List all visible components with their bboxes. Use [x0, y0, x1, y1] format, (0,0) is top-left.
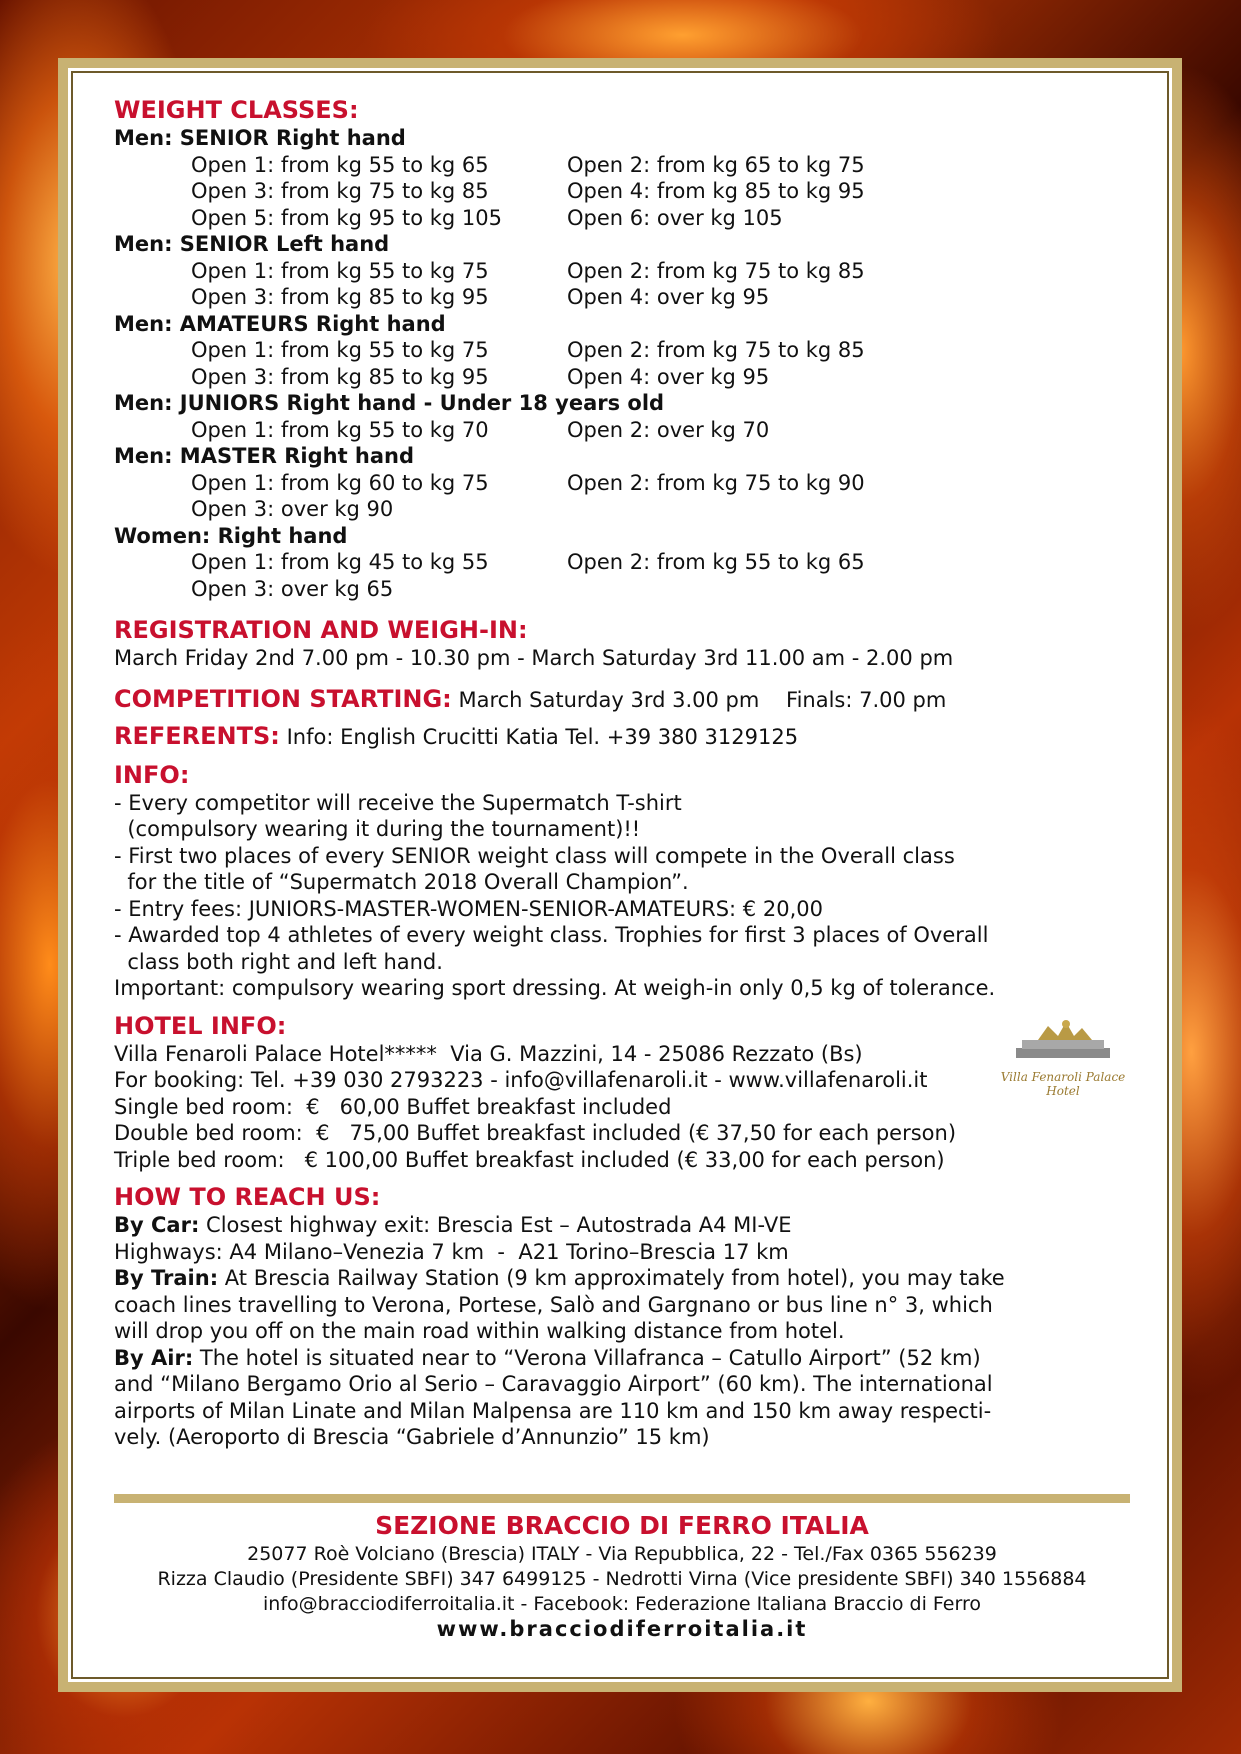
- weight-class-row: [114, 549, 1134, 576]
- weight-class-row: [114, 576, 1134, 603]
- weight-class-cell: Open 1: from kg 45 to kg 55: [191, 550, 489, 574]
- info-line: (compulsory wearing it during the tournament)!!: [114, 817, 641, 841]
- registration-heading: REGISTRATION AND WEIGH-IN:: [114, 616, 528, 644]
- weight-class-cell: Open 3: over kg 65: [191, 576, 394, 601]
- weight-class-cell: Open 5: from kg 95 to kg 105: [191, 205, 502, 230]
- info-line: - Entry fees: JUNIORS-MASTER-WOMEN-SENIOR-AMATEURS: € 20,00: [114, 896, 823, 921]
- footer: [114, 1510, 1130, 1642]
- train-line: [114, 1265, 1134, 1292]
- weight-class-row: [114, 496, 1134, 523]
- weight-class-row: [114, 337, 1134, 364]
- hotel-logo: [984, 1018, 1142, 1098]
- footer-website-link[interactable]: www.bracciodiferroitalia.it: [436, 1617, 808, 1641]
- weight-class-cell: Open 3: from kg 75 to kg 85: [191, 179, 489, 203]
- reach-heading: HOW TO REACH US:: [114, 1183, 381, 1211]
- referents-heading: REFERENTS:: [114, 722, 280, 750]
- air-text: The hotel is situated near to “Verona Villafranca – Catullo Airport” (52 km): [199, 1345, 981, 1370]
- air-line: [114, 1345, 1134, 1372]
- hotel-line: Triple bed room: € 100,00 Buffet breakfast included (€ 33,00 for each person): [114, 1147, 945, 1172]
- weight-classes-heading: WEIGHT CLASSES:: [114, 96, 359, 124]
- weight-group-label: Men: JUNIORS Right hand - Under 18 years old: [114, 391, 665, 415]
- weight-classes-list: [114, 125, 1134, 602]
- hotel-line: For booking: Tel. +39 030 2793223 - info@villafenaroli.it - www.villafenaroli.it: [114, 1068, 928, 1092]
- train-line-cont: coach lines travelling to Verona, Portese, Salò and Gargnano or bus line n° 3, which: [114, 1292, 993, 1317]
- weight-class-cell: Open 4: over kg 95: [567, 285, 770, 309]
- weight-class-cell: Open 4: from kg 85 to kg 95: [567, 179, 865, 203]
- weight-class-cell: Open 2: from kg 55 to kg 65: [567, 550, 865, 574]
- weight-group-label: Men: MASTER Right hand: [114, 444, 415, 468]
- air-line-cont: vely. (Aeroporto di Brescia “Gabriele d’Annunzio” 15 km): [114, 1425, 710, 1449]
- weight-class-cell: Open 2: from kg 75 to kg 85: [567, 258, 865, 283]
- weight-class-row: [114, 417, 1134, 444]
- weight-class-row: [114, 364, 1134, 391]
- train-text: At Brescia Railway Station (9 km approximately from hotel), you may take: [224, 1266, 1005, 1290]
- car-text: Closest highway exit: Brescia Est – Autostrada A4 MI-VE: [206, 1213, 792, 1237]
- hotel-line: Villa Fenaroli Palace Hotel***** Via G. Mazzini, 14 - 25086 Rezzato (Bs): [114, 1041, 863, 1066]
- hotel-monument-icon: [1008, 1018, 1118, 1064]
- weight-class-cell: Open 2: from kg 75 to kg 90: [567, 470, 865, 495]
- car-line: [114, 1212, 1134, 1239]
- hotel-heading: HOTEL INFO:: [114, 1011, 287, 1040]
- weight-group-label: Men: SENIOR Right hand: [114, 126, 406, 150]
- footer-email-facebook: info@bracciodiferroitalia.it - Facebook: Federazione Italiana Braccio di Ferro: [263, 1593, 981, 1615]
- hotel-line: Double bed room: € 75,00 Buffet breakfast included (€ 37,50 for each person): [114, 1121, 957, 1145]
- weight-class-row: [114, 178, 1134, 205]
- weight-class-row: [114, 258, 1134, 285]
- weight-class-cell: Open 2: over kg 70: [567, 417, 770, 442]
- competition-heading: COMPETITION STARTING:: [114, 684, 452, 713]
- footer-divider: [114, 1494, 1130, 1503]
- competition-line: [114, 686, 1134, 714]
- weight-group-label: Men: AMATEURS Right hand: [114, 311, 446, 336]
- footer-address: 25077 Roè Volciano (Brescia) ITALY - Via Repubblica, 22 - Tel./Fax 0365 556239: [247, 1543, 997, 1565]
- weight-class-cell: Open 4: over kg 95: [567, 364, 770, 389]
- weight-group-label: Women: Right hand: [114, 523, 348, 548]
- competition-text: March Saturday 3rd 3.00 pm Finals: 7.00 pm: [458, 687, 947, 712]
- weight-class-cell: Open 1: from kg 55 to kg 65: [191, 152, 489, 177]
- weight-class-cell: Open 1: from kg 60 to kg 75: [191, 470, 489, 495]
- weight-class-cell: Open 2: from kg 65 to kg 75: [567, 152, 865, 177]
- info-heading: INFO:: [114, 760, 190, 789]
- weight-class-cell: Open 1: from kg 55 to kg 70: [191, 417, 489, 442]
- footer-title: SEZIONE BRACCIO DI FERRO ITALIA: [375, 1511, 869, 1540]
- hotel-logo-text: Villa Fenaroli Palace Hotel: [1000, 1070, 1126, 1098]
- weight-class-cell: Open 6: over kg 105: [567, 205, 783, 230]
- referents-line: [114, 723, 1134, 751]
- info-line: - Every competitor will receive the Supermatch T-shirt: [114, 790, 682, 815]
- registration-text: March Friday 2nd 7.00 pm - 10.30 pm - March Saturday 3rd 11.00 am - 2.00 pm: [114, 646, 954, 670]
- info-line: Important: compulsory wearing sport dressing. At weigh-in only 0,5 kg of tolerance.: [114, 976, 996, 1000]
- info-list: [114, 790, 1134, 1002]
- footer-contacts: Rizza Claudio (Presidente SBFI) 347 6499125 - Nedrotti Virna (Vice presidente SBFI) 340 1556884: [157, 1568, 1087, 1590]
- weight-class-row: [114, 470, 1134, 497]
- info-line: - First two places of every SENIOR weight class will compete in the Overall class: [114, 843, 955, 868]
- info-line: - Awarded top 4 athletes of every weight class. Trophies for first 3 places of Overall: [114, 923, 989, 947]
- train-label: By Train:: [114, 1266, 219, 1290]
- weight-class-cell: Open 1: from kg 55 to kg 75: [191, 338, 489, 362]
- highways-line: Highways: A4 Milano–Venezia 7 km - A21 Torino–Brescia 17 km: [114, 1239, 789, 1264]
- weight-group-label: Men: SENIOR Left hand: [114, 232, 390, 256]
- info-line: class both right and left hand.: [114, 949, 443, 974]
- hotel-line: Single bed room: € 60,00 Buffet breakfast included: [114, 1094, 672, 1119]
- car-label: By Car:: [114, 1213, 200, 1237]
- weight-class-cell: Open 3: over kg 90: [191, 497, 394, 521]
- weight-class-row: [114, 205, 1134, 232]
- weight-class-row: [114, 284, 1134, 311]
- train-line-cont: will drop you off on the main road within walking distance from hotel.: [114, 1319, 845, 1343]
- air-line-cont: and “Milano Bergamo Orio al Serio – Caravaggio Airport” (60 km). The international: [114, 1372, 993, 1396]
- air-label: By Air:: [114, 1345, 194, 1370]
- document-body: [114, 96, 1134, 1451]
- hotel-list: [114, 1041, 1134, 1174]
- weight-class-cell: Open 1: from kg 55 to kg 75: [191, 258, 489, 283]
- referents-text: Info: English Crucitti Katia Tel. +39 380 3129125: [286, 725, 799, 749]
- weight-class-row: [114, 152, 1134, 179]
- weight-class-cell: Open 2: from kg 75 to kg 85: [567, 338, 865, 362]
- weight-class-cell: Open 3: from kg 85 to kg 95: [191, 285, 489, 309]
- weight-class-cell: Open 3: from kg 85 to kg 95: [191, 364, 489, 389]
- info-line: for the title of “Supermatch 2018 Overall Champion”.: [114, 870, 689, 894]
- air-line-cont: airports of Milan Linate and Milan Malpensa are 110 km and 150 km away respecti-: [114, 1398, 992, 1423]
